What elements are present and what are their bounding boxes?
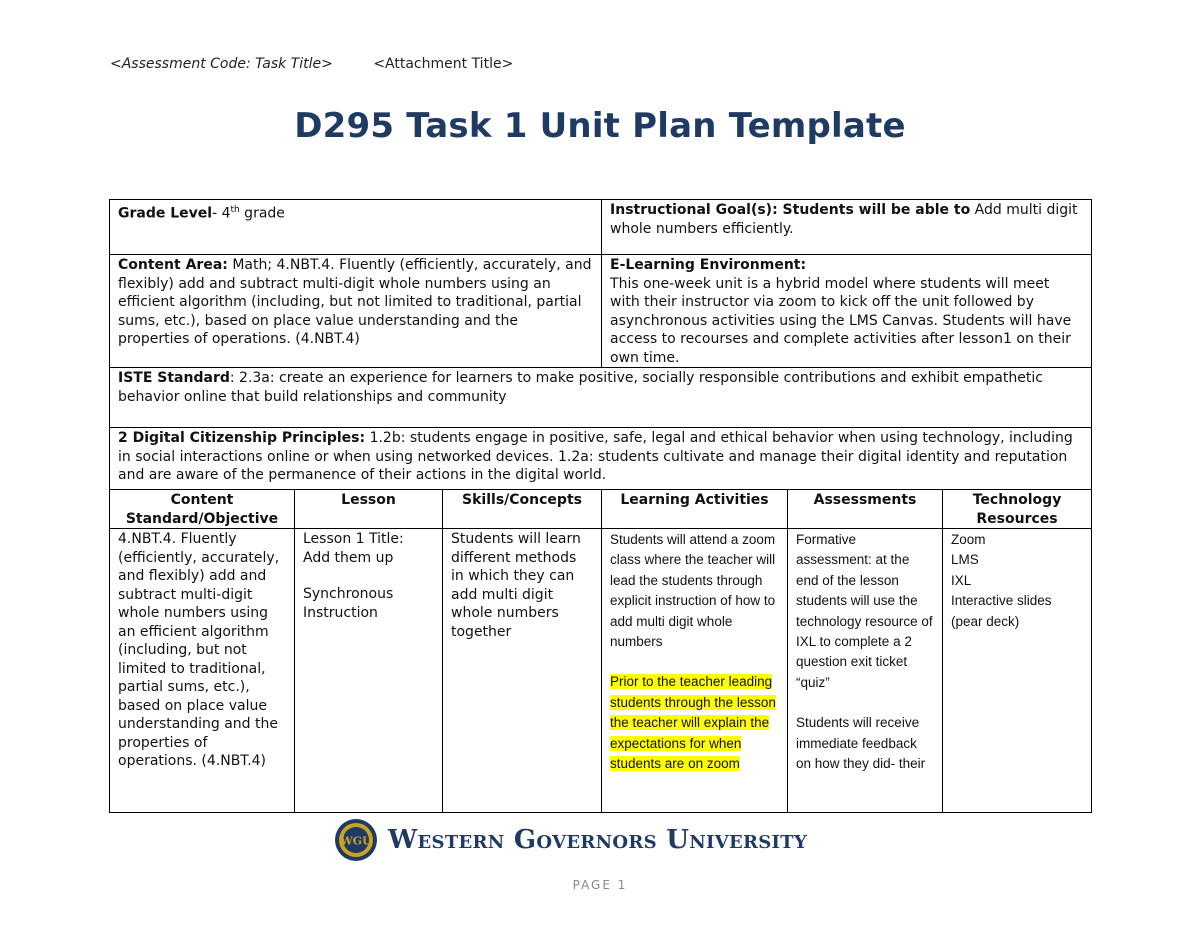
lesson-mode: Synchronous Instruction bbox=[303, 586, 394, 621]
lesson-title: Lesson 1 Title: Add them up bbox=[303, 531, 404, 566]
grade-level-label: Grade Level bbox=[118, 205, 213, 222]
lesson-row bbox=[110, 529, 1092, 813]
iste-standard-cell bbox=[110, 368, 1092, 428]
wgu-seal-icon bbox=[334, 818, 378, 862]
assessment-code: <Assessment Code: Task Title> bbox=[110, 56, 333, 72]
tech-resource-item: Zoom bbox=[951, 532, 986, 547]
info-row-content-elearning bbox=[110, 255, 1092, 368]
tech-resource-item: LMS bbox=[951, 552, 979, 568]
content-area-label: Content Area: bbox=[118, 257, 228, 273]
instructional-goal-lead: Students will be able to bbox=[777, 202, 971, 218]
instructional-goal-cell bbox=[602, 200, 1092, 255]
iste-standard-label: ISTE Standard bbox=[118, 370, 230, 386]
grade-level-separator: - 4 bbox=[212, 205, 231, 222]
assessment-feedback: Students will receive immediate feedback on how they did- their bbox=[796, 715, 926, 772]
unit-plan-table bbox=[109, 199, 1092, 813]
content-area-cell bbox=[110, 255, 602, 368]
page-number: PAGE 1 bbox=[572, 878, 628, 892]
activities-highlighted-paragraph bbox=[610, 672, 779, 774]
document-header bbox=[110, 56, 513, 72]
column-header: Lesson bbox=[295, 490, 443, 529]
tech-resource-item: IXL bbox=[951, 572, 972, 588]
lesson-cell bbox=[295, 529, 443, 813]
page-title: D295 Task 1 Unit Plan Template bbox=[294, 106, 906, 146]
activities-highlight: Prior to the teacher leading students through the lesson the teacher will explain the expectations for when students are on zoom bbox=[610, 674, 776, 772]
column-header: Learning Activities bbox=[602, 490, 788, 529]
elearning-text: This one-week unit is a hybrid model where students will meet with their instructor via zoom to kick off the unit followed by asynchronous activities using the LMS Canvas. Students will have access to recourses and complete activities after lesson1 on their own time. bbox=[610, 275, 1072, 366]
column-header: Technology Resources bbox=[943, 490, 1092, 529]
learning-activities-cell bbox=[602, 529, 788, 813]
column-header-row bbox=[110, 490, 1092, 529]
elearning-label: E-Learning Environment: bbox=[610, 257, 807, 273]
technology-resources-cell bbox=[943, 529, 1092, 813]
digital-citizenship-cell bbox=[110, 428, 1092, 490]
grade-level-value: grade bbox=[239, 205, 285, 222]
grade-level-cell bbox=[110, 200, 602, 255]
assessment-formative: Formative assessment: at the end of the lesson students will use the technology resource of IXL to complete a 2 question exit ticket “quiz” bbox=[796, 532, 933, 690]
elearning-cell bbox=[602, 255, 1092, 368]
instructional-goal-label: Instructional Goal(s): bbox=[610, 202, 778, 218]
standard-objective-cell: 4.NBT.4. Fluently (efficiently, accurately, and flexibly) add and subtract multi-digit whole numbers using an efficient algorithm (including, but not limited to traditional, partial sums, etc.), based on place value understanding and the properties of operations. (4.NBT.4) bbox=[110, 529, 295, 813]
digital-citizenship-text: 1.2b: students engage in positive, safe, legal and ethical behavior when using technology, including in social interactions online or when using networked devices. 1.2a: students cultivate and manage their digital identity and reputation and are aware of the permanence of their actions in the digital world. bbox=[118, 430, 1073, 483]
info-row-iste bbox=[110, 368, 1092, 428]
info-row-digital-citizenship bbox=[110, 428, 1092, 490]
wgu-seal-text: WGU bbox=[340, 834, 372, 848]
activities-paragraph: Students will attend a zoom class where the teacher will lead the students through explicit instruction of how to add multi digit whole numbers bbox=[610, 532, 776, 650]
skills-concepts-cell: Students will learn different methods in which they can add multi digit whole numbers together bbox=[443, 529, 602, 813]
content-area-text: Math; 4.NBT.4. Fluently (efficiently, accurately, and flexibly) add and subtract multi-digit whole numbers using an efficient algorithm (including, but not limited to traditional, partial sums, etc.), based on place value understanding and the properties of operations. (4.NBT.4) bbox=[118, 257, 592, 347]
digital-citizenship-label: 2 Digital Citizenship Principles: bbox=[118, 430, 366, 446]
grade-level-ordinal: th bbox=[230, 205, 240, 215]
university-wordmark: Western Governors University bbox=[388, 825, 808, 855]
wgu-logo bbox=[334, 818, 807, 862]
column-header: Content Standard/Objective bbox=[110, 490, 295, 529]
assessments-cell bbox=[788, 529, 943, 813]
iste-standard-text: : 2.3a: create an experience for learners to make positive, socially responsible contributions and exhibit empathetic behavior online that build relationships and community bbox=[118, 370, 1043, 405]
tech-resource-item: Interactive slides (pear deck) bbox=[951, 593, 1052, 629]
instructional-goal-text: Add multi digit whole numbers efficiently. bbox=[610, 202, 1078, 237]
attachment-title: <Attachment Title> bbox=[373, 56, 514, 72]
column-header: Skills/Concepts bbox=[443, 490, 602, 529]
info-row-grade-goal bbox=[110, 200, 1092, 255]
column-header: Assessments bbox=[788, 490, 943, 529]
